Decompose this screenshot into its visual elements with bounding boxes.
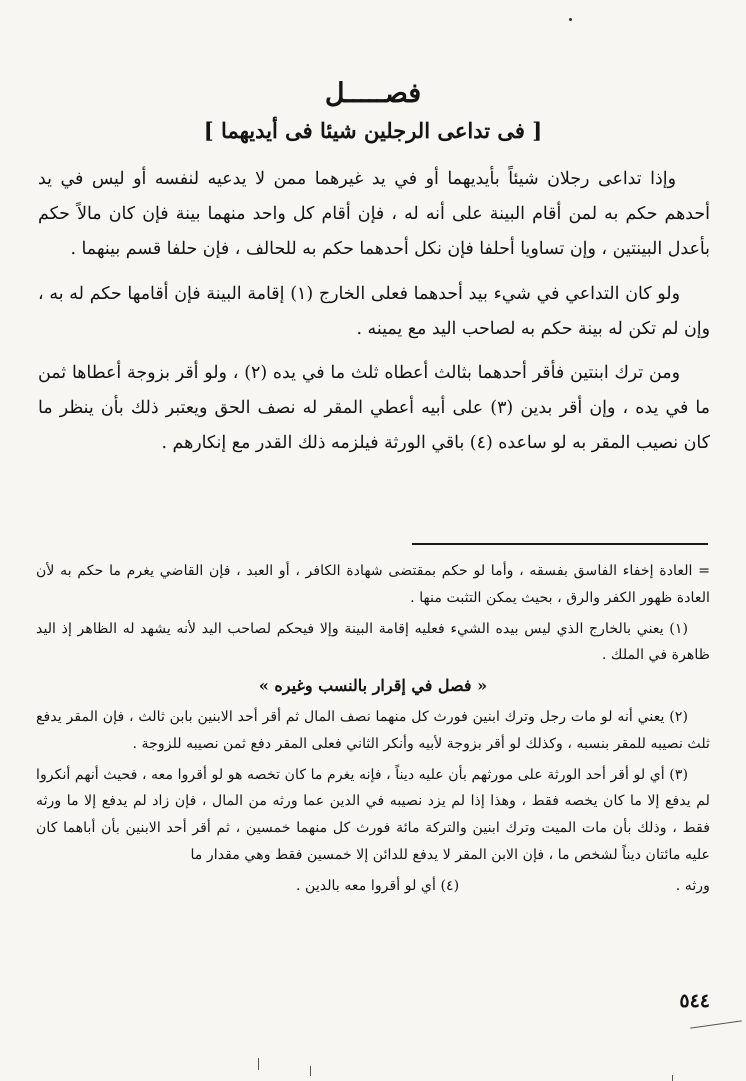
scan-mark [258, 1058, 259, 1070]
section-subtitle: [ فى تداعى الرجلين شيئا فى أيديهما ] [203, 118, 543, 143]
footnote-separator [412, 543, 708, 545]
page-number: ٥٤٤ [679, 990, 710, 1012]
footnote-continuation: = العادة إخفاء الفاسق بفسقه ، وأما لو حكم بمقتضى شهادة الكافر ، أو العبد ، فإن القاضي يغرم ما حكم به لأن العادة ظهور الكفر والرق ، بحيث يمكن التثبت منها . [36, 563, 710, 606]
scan-speck [569, 18, 572, 21]
footnotes [36, 558, 710, 900]
footnote-3: (٣) أي لو أقر أحد الورثة على مورثهم بأن عليه ديناً ، فإنه يغرم ما كان تخصه هو لو أقروا معه ، فحيث أنهم أنكروا لم يدفع إلا ما كان يخصه فقط ، وهذا إذا لم يزد نصيبه في الدين عما ورثه من المال ، فإن زاد لم يدفع إلا ما ورثه فقط ، وذلك بأن مات الميت وترك ابنين والتركة مائة فورث كل منهما خمسين ، ثم أقر أحد الابنين بأن أباهما كان عليه مائتان ديناً لشخص ما ، فإن الابن المقر لا يدفع للدائن إلا خمسين فقط وهي مقدار ما [36, 766, 710, 863]
footnote-last-row [36, 873, 710, 900]
paragraph-3: ومن ترك ابنتين فأقر أحدهما بثالث أعطاه ثلث ما في يده (٢) ، ولو أقر بزوجة أعطاها ثمن ما في يده ، وإن أقر بدين (٣) على أبيه أعطي المقر له نصف الحق ويعتبر ذلك بأن ينظر ما كان نصيب المقر به لو ساعده (٤) باقي الورثة فيلزمه ذلك القدر مع إنكارهم . [38, 363, 710, 454]
paragraph-2: ولو كان التداعي في شيء بيد أحدهما فعلى الخارج (١) إقامة البينة فإن أقامها حكم له به ، وإن لم تكن له بينة حكم به لصاحب اليد مع يمينه . [38, 283, 710, 339]
scan-mark [690, 1020, 742, 1028]
scan-mark [310, 1066, 311, 1076]
section-title: فصـــــل [324, 78, 422, 109]
scan-mark [672, 1075, 673, 1081]
footnote-1: (١) يعني بالخارج الذي ليس بيده الشيء فعليه إقامة البينة وإلا فيحكم لصاحب اليد لأنه يشهد له الظاهر إذ اليد ظاهرة في الملك . [36, 620, 710, 664]
footnote-section-heading: « فصل في إقرار بالنسب وغيره » [258, 676, 488, 696]
footnote-3-end: ورثه . [675, 877, 710, 894]
footnote-2: (٢) يعني أنه لو مات رجل وترك ابنين فورث كل منهما نصف المال ثم أقر أحد الابنين بابن ثالث ، فإن المقر يدفع ثلث نصيبه للمقر بنسبه ، وكذلك لو أقر بزوجة لأبيه وأنكر الثاني فعلى المقر دفع ثمن نصيبه للزوجة . [36, 708, 710, 752]
main-text [38, 162, 710, 471]
footnote-4: (٤) أي لو أقروا معه بالدين . [296, 877, 460, 894]
paragraph-1: وإذا تداعى رجلان شيئاً بأيديهما أو في يد غيرهما ممن لا يدعيه لنفسه أو ليس في يد أحدهم حكم به لمن أقام البينة على أنه له ، فإن أقام كل واحد منهما بينة فإن كان مالاً حكم بأعدل البينتين ، وإن تساويا أحلفا فإن نكل أحدهما حكم به للحالف ، فإن حلفا قسم بينهما . [38, 169, 710, 260]
